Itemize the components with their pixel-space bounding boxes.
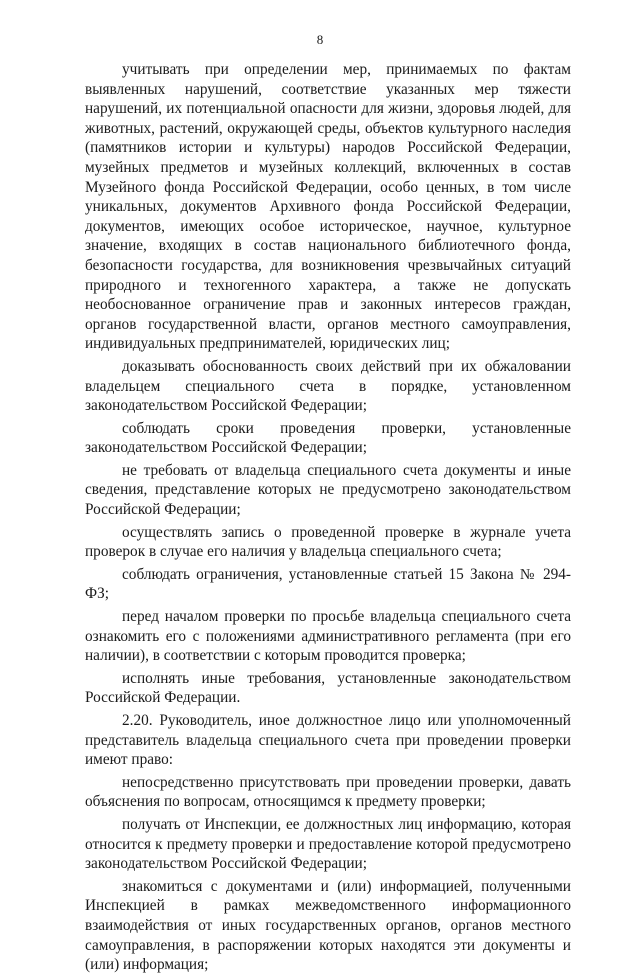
paragraph: непосредственно присутствовать при проведении проверки, давать объяснения по вопросам, относящимся к предмету проверки; <box>85 773 571 811</box>
paragraph: получать от Инспекции, ее должностных лиц информацию, которая относится к предмету проверки и предоставление которой предусмотрено законодательством Российской Федерации; <box>85 815 571 873</box>
paragraph: осуществлять запись о проведенной проверке в журнале учета проверок в случае его наличия у владельца специального счета; <box>85 523 571 561</box>
paragraph: соблюдать сроки проведения проверки, установленные законодательством Российской Федерации; <box>85 419 571 457</box>
paragraph: исполнять иные требования, установленные законодательством Российской Федерации. <box>85 669 571 707</box>
paragraph: не требовать от владельца специального счета документы и иные сведения, представление которых не предусмотрено законодательством Российской Федерации; <box>85 461 571 519</box>
paragraph: 2.20. Руководитель, иное должностное лицо или уполномоченный представитель владельца специального счета при проведении проверки имеют право: <box>85 712 571 769</box>
document-body <box>85 60 571 975</box>
paragraph: знакомиться с документами и (или) информацией, полученными Инспекцией в рамках межведомственного информационного взаимодействия от иных государственных органов, органов местного самоуправления, в распоряжении которых находятся эти документы и (или) информация; <box>85 877 571 974</box>
paragraph: учитывать при определении мер, принимаемых по фактам выявленных нарушений, соответствие указанных мер тяжести нарушений, их потенциальной опасности для жизни, здоровья людей, для животных, растений, окружающей среды, объектов культурного наследия (памятников истории и культуры) народов Российской Федерации, музейных предметов и музейных коллекций, включенных в состав Музейного фонда Российской Федерации, особо ценных, в том числе уникальных, документов Архивного фонда Российской Федерации, документов, имеющих особое историческое, научное, культурное значение, входящих в состав национального библиотечного фонда, безопасности государства, для возникновения чрезвычайных ситуаций природного и техногенного характера, а также не допускать необоснованное ограничение прав и законных интересов граждан, органов государственной власти, органов местного самоуправления, индивидуальных предпринимателей, юридических лиц; <box>85 61 571 353</box>
paragraph: перед началом проверки по просьбе владельца специального счета ознакомить его с положениями административного регламента (при его наличии), в соответствии с которым проводится проверка; <box>85 608 571 665</box>
page-number: 8 <box>316 32 324 47</box>
paragraph: соблюдать ограничения, установленные статьей 15 Закона № 294-ФЗ; <box>85 565 571 603</box>
paragraph: доказывать обоснованность своих действий при их обжаловании владельцем специального счета в порядке, установленном законодательством Российской Федерации; <box>85 357 571 415</box>
